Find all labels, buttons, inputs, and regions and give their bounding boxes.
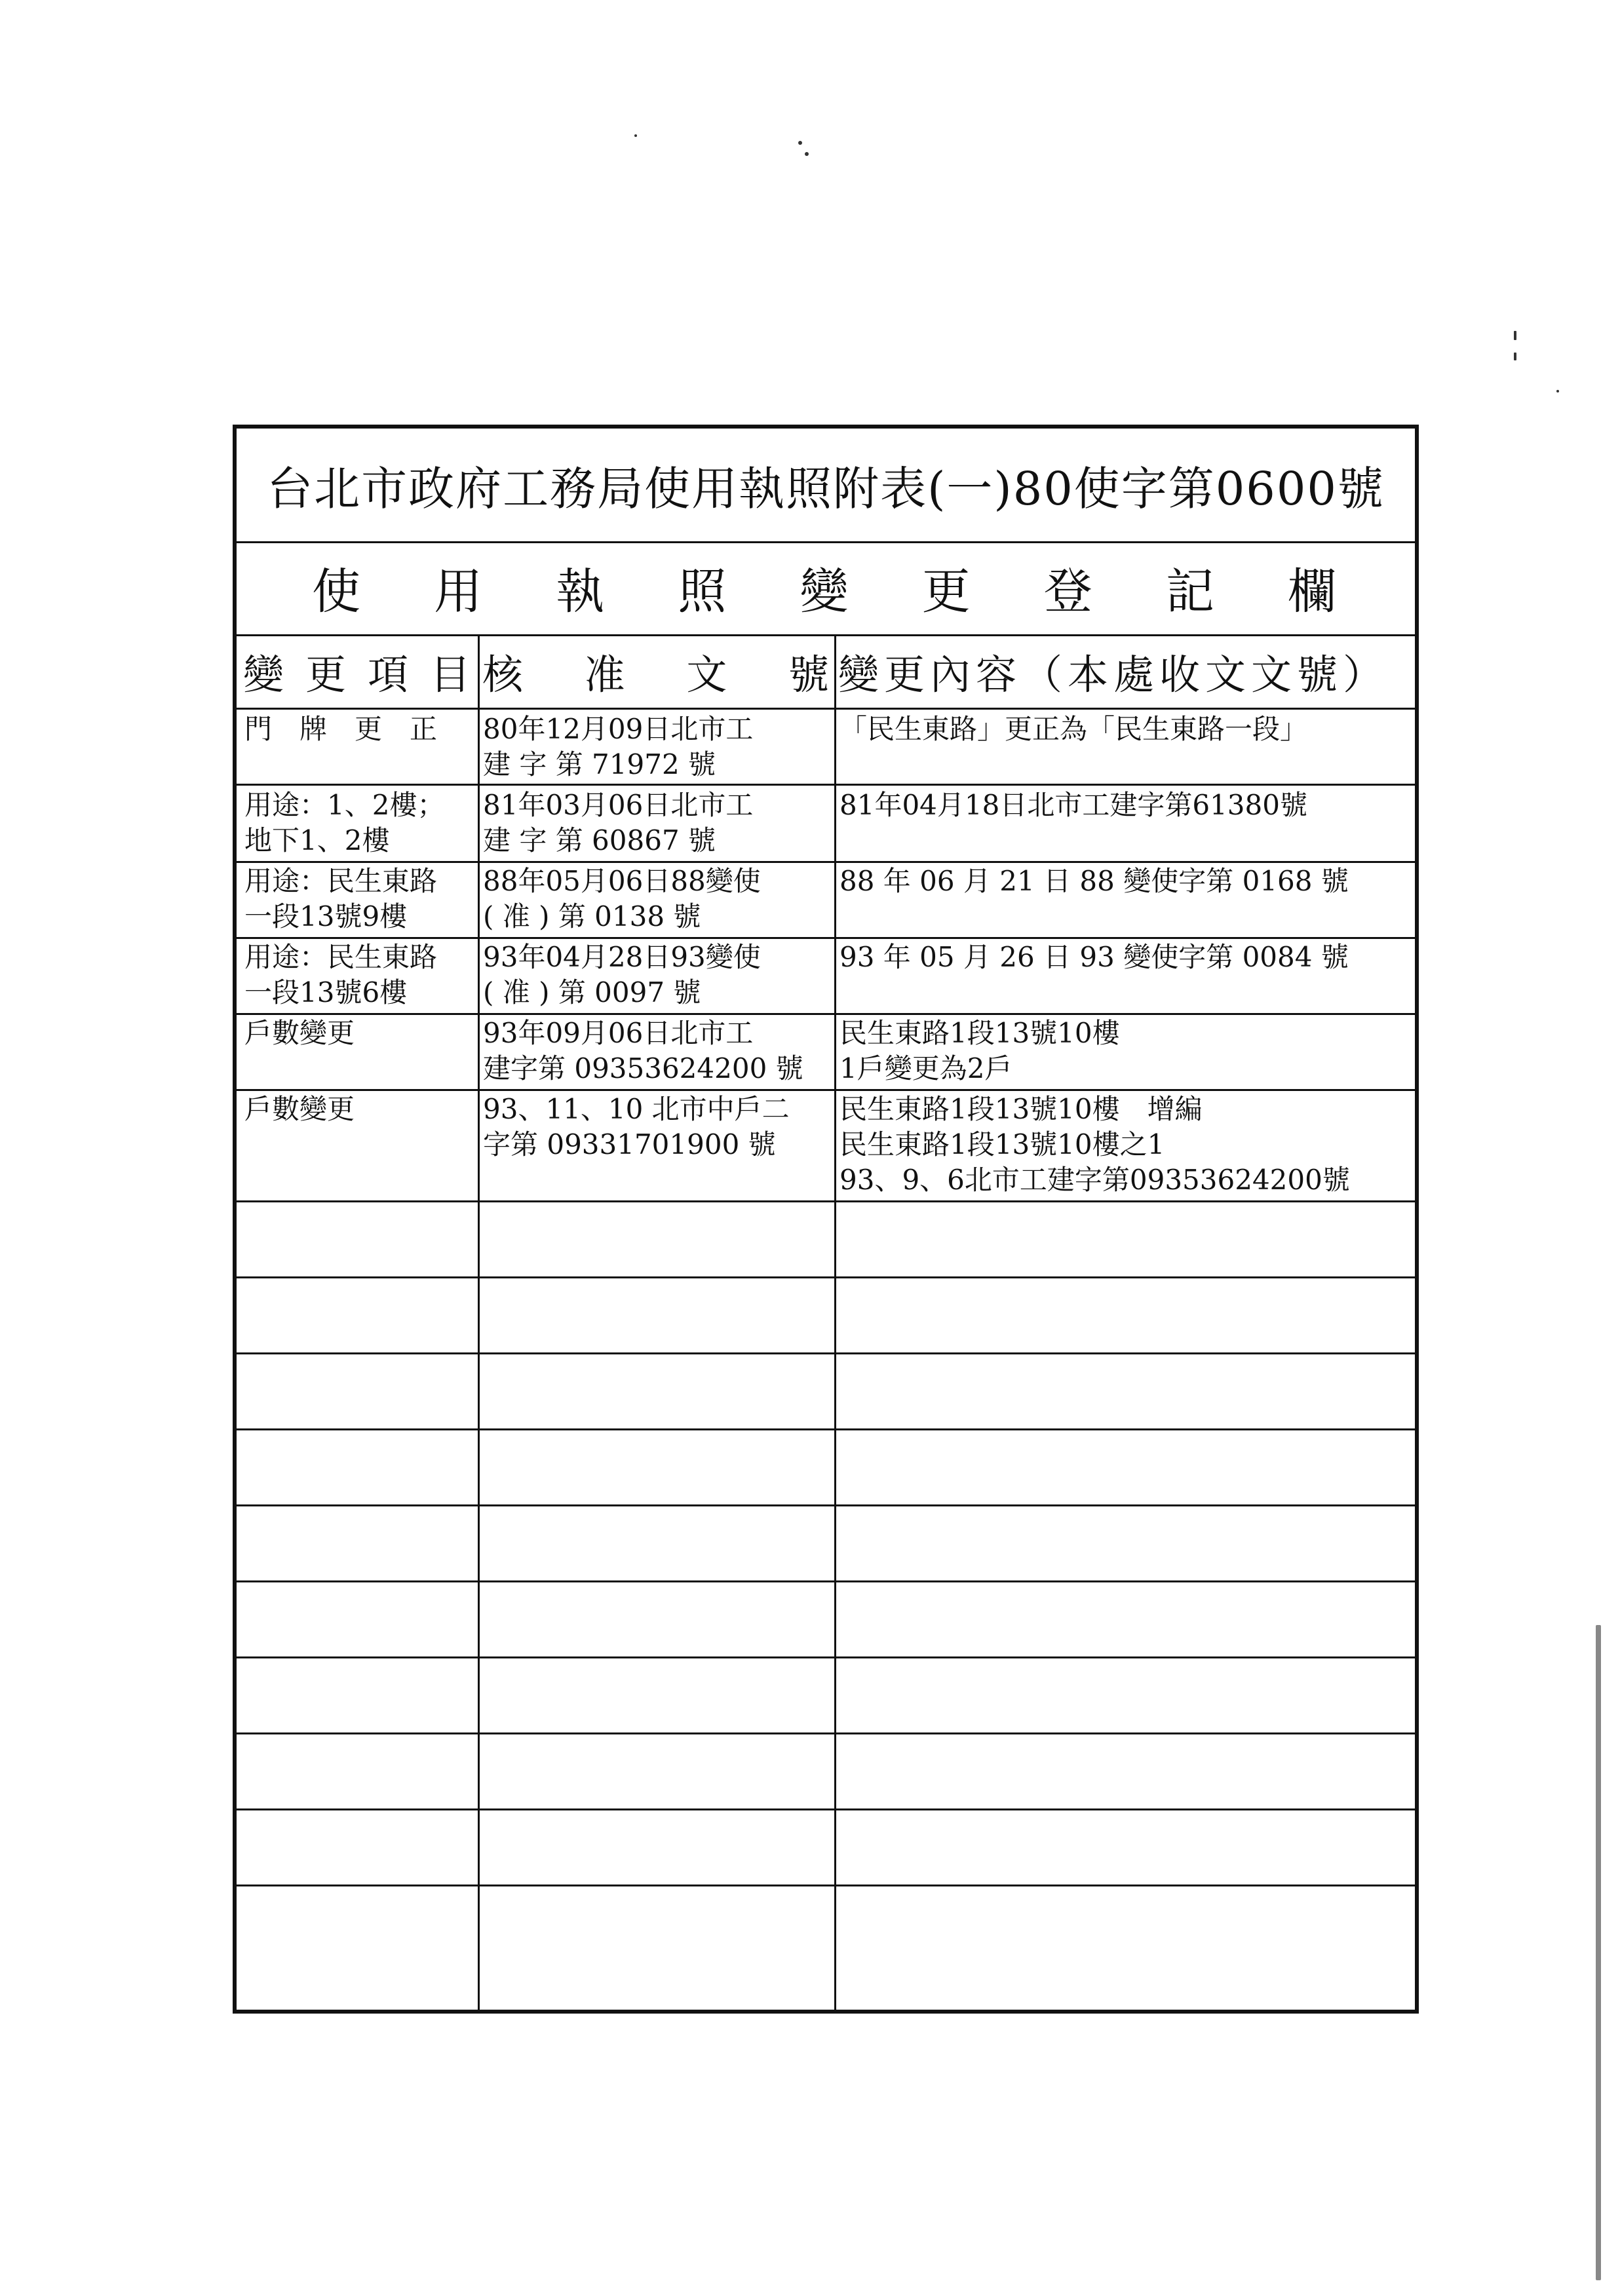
row-item bbox=[244, 1016, 474, 1051]
item-line: 戶數變更 bbox=[244, 1017, 355, 1049]
header-char: 變 bbox=[243, 650, 284, 698]
registration-table bbox=[233, 425, 1419, 2014]
content-line: 88 年 06 月 21 日 88 變使字第 0168 號 bbox=[839, 865, 1349, 897]
subtitle-char: 執 bbox=[556, 564, 605, 620]
table-title: 台北市政府工務局使用執照附表(一)80使字第0600號 bbox=[267, 461, 1385, 516]
row-item bbox=[244, 788, 474, 858]
row-approval bbox=[483, 864, 832, 934]
item-line: 用途：民生東路 bbox=[244, 865, 438, 897]
item-line: 用途：1、2樓； bbox=[244, 789, 445, 821]
row-content bbox=[839, 712, 1416, 747]
row-divider bbox=[237, 1352, 1415, 1354]
row-divider bbox=[237, 1885, 1415, 1886]
section-subtitle bbox=[237, 541, 1415, 634]
item-line: 用途：民生東路 bbox=[244, 941, 438, 973]
row-divider bbox=[237, 1580, 1415, 1582]
subtitle-char: 照 bbox=[678, 564, 727, 620]
approval-line: 建 字 第 60867 號 bbox=[483, 824, 716, 856]
scan-speck bbox=[1556, 390, 1559, 392]
scan-speck bbox=[798, 141, 802, 145]
approval-line: 字第 09331701900 號 bbox=[483, 1128, 776, 1160]
subtitle-char: 更 bbox=[921, 564, 971, 620]
row-divider bbox=[237, 861, 1415, 863]
content-line: 「民生東路」更正為「民生東路一段」 bbox=[839, 713, 1308, 745]
content-line: 民生東路1段13號10樓 bbox=[839, 1017, 1120, 1049]
row-divider bbox=[237, 1656, 1415, 1658]
approval-line: ( 准 ) 第 0097 號 bbox=[483, 976, 701, 1008]
header-char: 項 bbox=[367, 650, 408, 698]
content-line: 民生東路1段13號10樓之1 bbox=[839, 1128, 1165, 1160]
header-content-label: 變更內容（本處收文文號） bbox=[838, 650, 1389, 698]
row-content bbox=[839, 940, 1416, 975]
content-line: 1戶變更為2戶 bbox=[839, 1052, 1013, 1084]
item-line: 門 牌 更 正 bbox=[244, 713, 438, 745]
approval-line: 93年04月28日93變使 bbox=[483, 941, 761, 973]
content-line: 93 年 05 月 26 日 93 變使字第 0084 號 bbox=[839, 941, 1349, 973]
content-line: 93、9、6北市工建字第09353624200號 bbox=[839, 1164, 1350, 1196]
row-divider bbox=[237, 1089, 1415, 1091]
row-approval bbox=[483, 940, 832, 1010]
row-divider bbox=[237, 1732, 1415, 1734]
row-divider bbox=[237, 1276, 1415, 1278]
item-line: 一段13號6樓 bbox=[244, 976, 408, 1008]
approval-line: 81年03月06日北市工 bbox=[483, 789, 754, 821]
row-divider bbox=[237, 1013, 1415, 1015]
subtitle-char: 欄 bbox=[1288, 564, 1336, 620]
header-char: 文 bbox=[686, 650, 727, 698]
row-content bbox=[839, 1092, 1416, 1198]
row-content bbox=[839, 788, 1416, 823]
approval-line: 93年09月06日北市工 bbox=[483, 1017, 754, 1049]
row-divider bbox=[237, 1428, 1415, 1430]
row-content bbox=[839, 864, 1416, 899]
subtitle-char: 使 bbox=[312, 564, 360, 620]
item-line: 戶數變更 bbox=[244, 1093, 355, 1125]
header-char: 號 bbox=[788, 650, 829, 698]
content-line: 民生東路1段13號10樓 增編 bbox=[839, 1093, 1203, 1125]
row-divider bbox=[237, 708, 1415, 710]
row-item bbox=[244, 940, 474, 1010]
scan-speck bbox=[805, 152, 809, 156]
approval-line: ( 准 ) 第 0138 號 bbox=[483, 900, 701, 932]
row-item bbox=[244, 864, 474, 934]
approval-line: 建字第 09353624200 號 bbox=[483, 1052, 803, 1084]
row-content bbox=[839, 1016, 1416, 1086]
header-char: 目 bbox=[429, 650, 471, 698]
row-divider bbox=[237, 1200, 1415, 1202]
row-approval bbox=[483, 788, 832, 858]
header-char: 更 bbox=[305, 650, 346, 698]
item-line: 地下1、2樓 bbox=[244, 824, 390, 856]
item-line: 一段13號9樓 bbox=[244, 900, 408, 932]
header-approval bbox=[482, 634, 833, 708]
scan-speck bbox=[634, 134, 637, 137]
header-item bbox=[243, 634, 476, 708]
subtitle-char: 變 bbox=[800, 564, 849, 620]
approval-line: 93、11、10 北市中戶二 bbox=[483, 1093, 790, 1125]
subtitle-char: 記 bbox=[1165, 564, 1214, 620]
row-divider bbox=[237, 1808, 1415, 1810]
column-divider bbox=[834, 634, 836, 2010]
row-divider bbox=[237, 1504, 1415, 1506]
scan-speck bbox=[1596, 1625, 1601, 2280]
subtitle-char: 用 bbox=[434, 564, 483, 620]
row-approval bbox=[483, 1092, 832, 1162]
subtitle-char: 登 bbox=[1043, 564, 1092, 620]
row-divider bbox=[237, 784, 1415, 786]
header-char: 准 bbox=[584, 650, 625, 698]
row-item bbox=[244, 712, 474, 747]
row-approval bbox=[483, 712, 832, 782]
row-divider bbox=[237, 937, 1415, 939]
row-approval bbox=[483, 1016, 832, 1086]
column-divider bbox=[478, 634, 480, 2010]
approval-line: 建 字 第 71972 號 bbox=[483, 748, 716, 780]
approval-line: 88年05月06日88變使 bbox=[483, 865, 761, 897]
scan-speck bbox=[1514, 353, 1516, 360]
approval-line: 80年12月09日北市工 bbox=[483, 713, 754, 745]
row-item bbox=[244, 1092, 474, 1127]
header-content bbox=[838, 634, 1415, 708]
header-char: 核 bbox=[482, 650, 524, 698]
scan-speck bbox=[1514, 331, 1516, 340]
content-line: 81年04月18日北市工建字第61380號 bbox=[839, 789, 1307, 821]
